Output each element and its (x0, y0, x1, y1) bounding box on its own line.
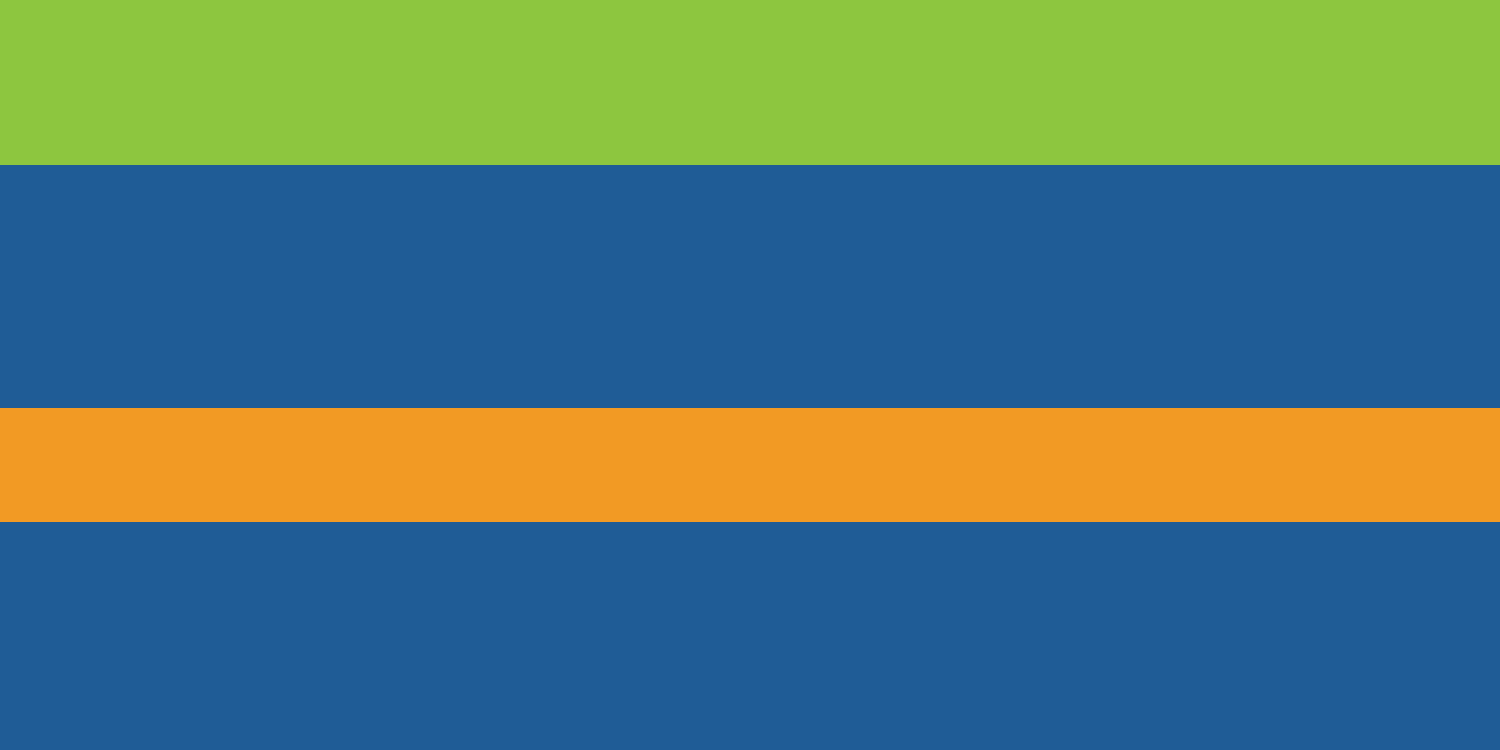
intro-text (0, 408, 1500, 434)
timeline-bottom-band (0, 522, 1500, 750)
header-banner (0, 0, 1500, 165)
timeline-top-band (0, 165, 1500, 408)
intro-band (0, 408, 1500, 522)
